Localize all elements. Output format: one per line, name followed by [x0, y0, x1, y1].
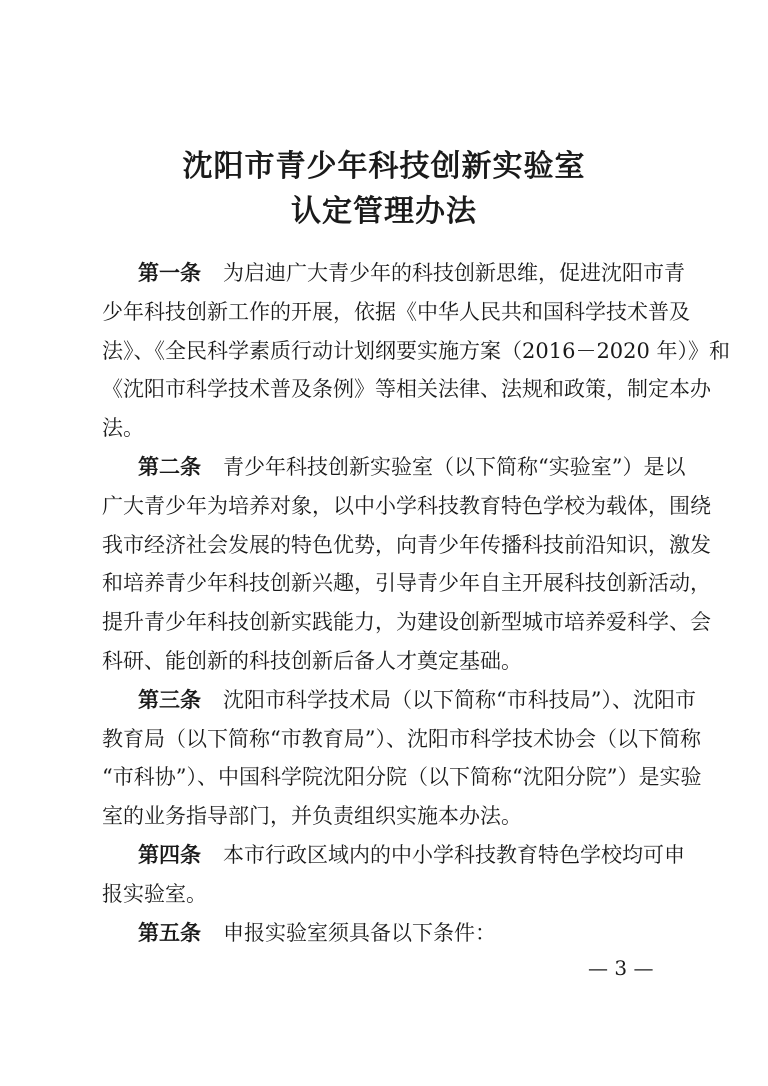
- article-label: 第五条: [138, 920, 201, 945]
- paragraph-line: 提升青少年科技创新实践能力，为建设创新型城市培养爱科学、会: [102, 610, 711, 635]
- paragraph-line: 广大青少年为培养对象，以中小学科技教育特色学校为载体，围绕: [102, 493, 711, 518]
- article-text: 申报实验室须具备以下条件：: [223, 920, 496, 945]
- article-label: 第四条: [138, 842, 201, 867]
- paragraph-line: 少年科技创新工作的开展，依据《中华人民共和国科学技术普及: [102, 299, 690, 324]
- paragraph-line: [102, 681, 696, 720]
- paragraph-line: 报实验室。: [102, 881, 207, 906]
- article-label: 第三条: [138, 687, 201, 712]
- article-label: 第一条: [138, 261, 201, 285]
- article-label: 第二条: [138, 454, 201, 479]
- paragraph-line: 科研、能创新的科技创新后备人才奠定基础。: [102, 648, 522, 673]
- paragraph-line: [102, 836, 685, 875]
- article-paragraph: [102, 836, 685, 914]
- paragraph-line: [102, 254, 685, 293]
- paragraph-line: 和培养青少年科技创新兴趣，引导青少年自主开展科技创新活动，: [102, 571, 711, 596]
- paragraph-line: 法。: [102, 416, 144, 441]
- article-text: 青少年科技创新实验室（以下简称“实验室”）是以: [223, 454, 686, 479]
- article-paragraph: [102, 914, 678, 953]
- paragraph-line: “市科协”）、中国科学院沈阳分院（以下简称“沈阳分院”）是实验: [102, 765, 702, 790]
- article-paragraph: [102, 448, 711, 681]
- paragraph-line: [102, 914, 678, 953]
- paragraph-line: 我市经济社会发展的特色优势，向青少年传播科技前沿知识，激发: [102, 532, 711, 557]
- article-text: 为启迪广大青少年的科技创新思维，促进沈阳市青: [223, 261, 685, 285]
- paragraph-line: 法》、《全民科学素质行动计划纲要实施方案（2016－2020 年）》和: [102, 338, 731, 363]
- paragraph-line: 《沈阳市科学技术普及条例》等相关法律、法规和政策，制定本办: [102, 377, 711, 402]
- paragraph-line: 教育局（以下简称“市教育局”）、沈阳市科学技术协会（以下简称: [102, 726, 701, 751]
- document-title-line-1: 沈阳市青少年科技创新实验室: [182, 149, 586, 184]
- article-text: 沈阳市科学技术局（以下简称“市科技局”）、沈阳市: [223, 687, 696, 712]
- document-title-line-2: 认定管理办法: [291, 194, 477, 229]
- paragraph-line: [102, 448, 686, 487]
- article-paragraph: [102, 681, 702, 836]
- article-paragraph: [102, 254, 731, 448]
- document-body: [102, 254, 731, 952]
- page-number: — 3 —: [588, 956, 654, 980]
- paragraph-line: 室的业务指导部门，并负责组织实施本办法。: [102, 804, 522, 829]
- article-text: 本市行政区域内的中小学科技教育特色学校均可申: [223, 842, 685, 867]
